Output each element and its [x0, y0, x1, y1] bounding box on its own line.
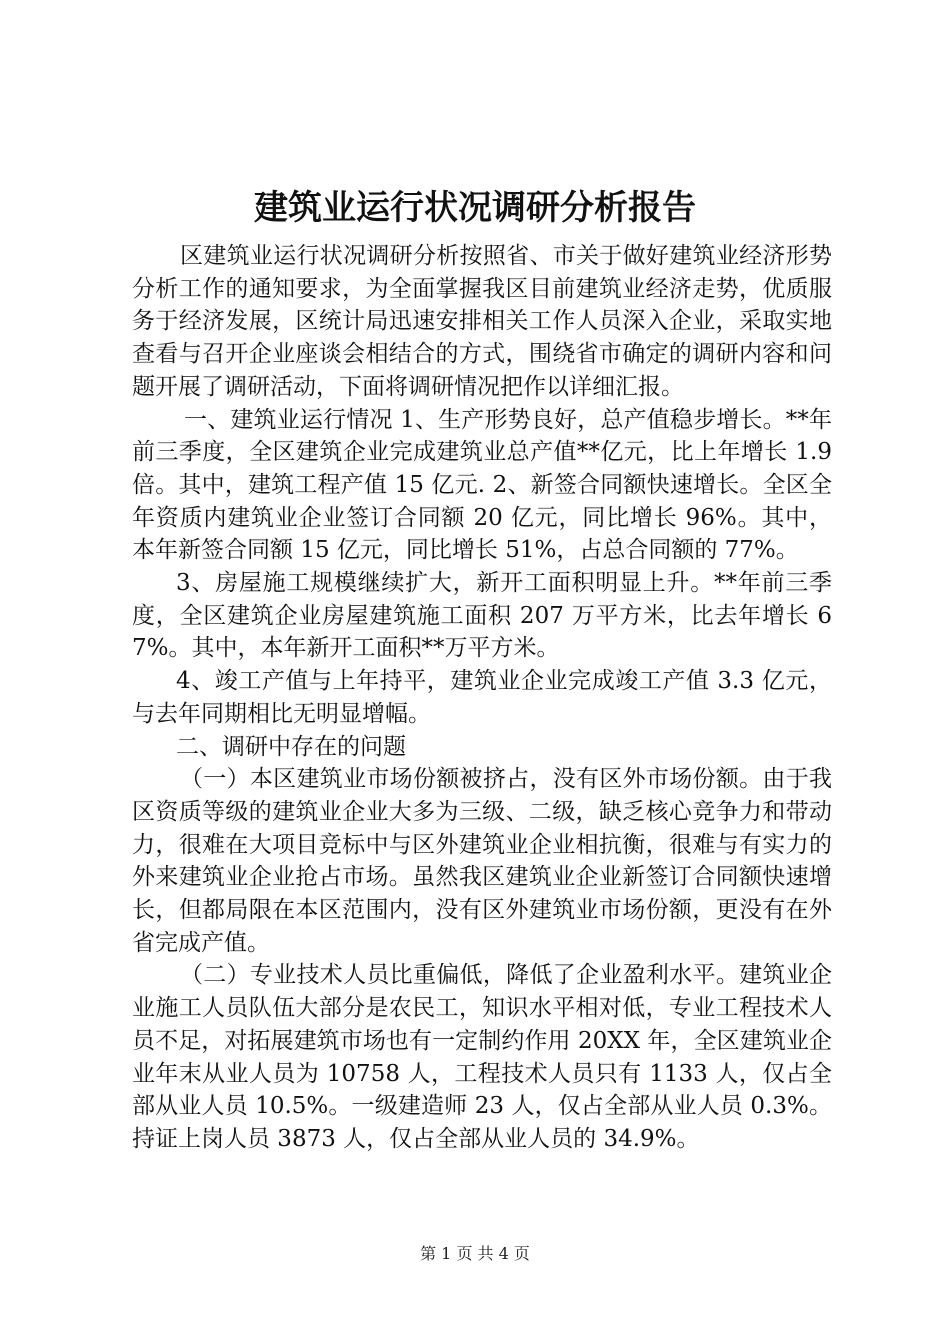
section-heading-problems: 二、调研中存在的问题 [176, 733, 406, 760]
page-number-footer: 第 1 页 共 4 页 [420, 1244, 530, 1263]
document-title: 建筑业运行状况调研分析报告 [254, 188, 696, 228]
paragraph-problem-1: （一）本区建筑业市场份额被挤占，没有区外市场份额。由于我区资质等级的建筑业企业大多为三级、二级，缺乏核心竞争力和带动力，很难在大项目竞标中与区外建筑业企业相抗衡，很难与有实力的外来建筑业企业抢占市场。虽然我区建筑业企业新签订合同额快速增长，但都局限在本区范围内，没有区外建筑业市场份额，更没有在外省完成产值。 [132, 766, 832, 956]
paragraph-intro: 区建筑业运行状况调研分析按照省、市关于做好建筑业经济形势分析工作的通知要求，为全面掌握我区目前建筑业经济走势，优质服务于经济发展，区统计局迅速安排相关工作人员深入企业，采取实地查看与召开企业座谈会相结合的方式，围绕省市确定的调研内容和问题开展了调研活动，下面将调研情况把作以详细汇报。 [132, 243, 832, 400]
paragraph-problem-2: （二）专业技术人员比重偏低，降低了企业盈利水平。建筑业企业施工人员队伍大部分是农民工，知识水平相对低，专业工程技术人员不足，对拓展建筑市场也有一定制约作用 20XX 年，全区建筑业企业年末从业人员为 10758 人，工程技术人员只有 1133 人，仅占全部从业人员 10.5%。一级建造师 23 人，仅占全部从业人员 0.3%。持证上岗人员 3873 人，仅占全部从业人员的 34.9%。 [132, 962, 832, 1152]
paragraph-item-4: 4、竣工产值与上年持平，建筑业企业完成竣工产值 3.3 亿元，与去年同期相比无明显增幅。 [132, 668, 832, 727]
paragraph-section-1: 一、建筑业运行情况 1、生产形势良好，总产值稳步增长。**年前三季度，全区建筑企业完成建筑业总产值**亿元，比上年增长 1.9 倍。其中，建筑工程产值 15 亿元. 2、新签合同额快速增长。全区全年资质内建筑业企业签订合同额 20 亿元，同比增长 96%。其中，本年新签合同额 15 亿元，同比增长 51%，占总合同额的 77%。 [132, 406, 832, 564]
paragraph-item-3: 3、房屋施工规模继续扩大，新开工面积明显上升。**年前三季度，全区建筑企业房屋建筑施工面积 207 万平方米，比去年增长 67%。其中，本年新开工面积**万平方米。 [132, 570, 832, 662]
document-body [132, 240, 832, 1156]
